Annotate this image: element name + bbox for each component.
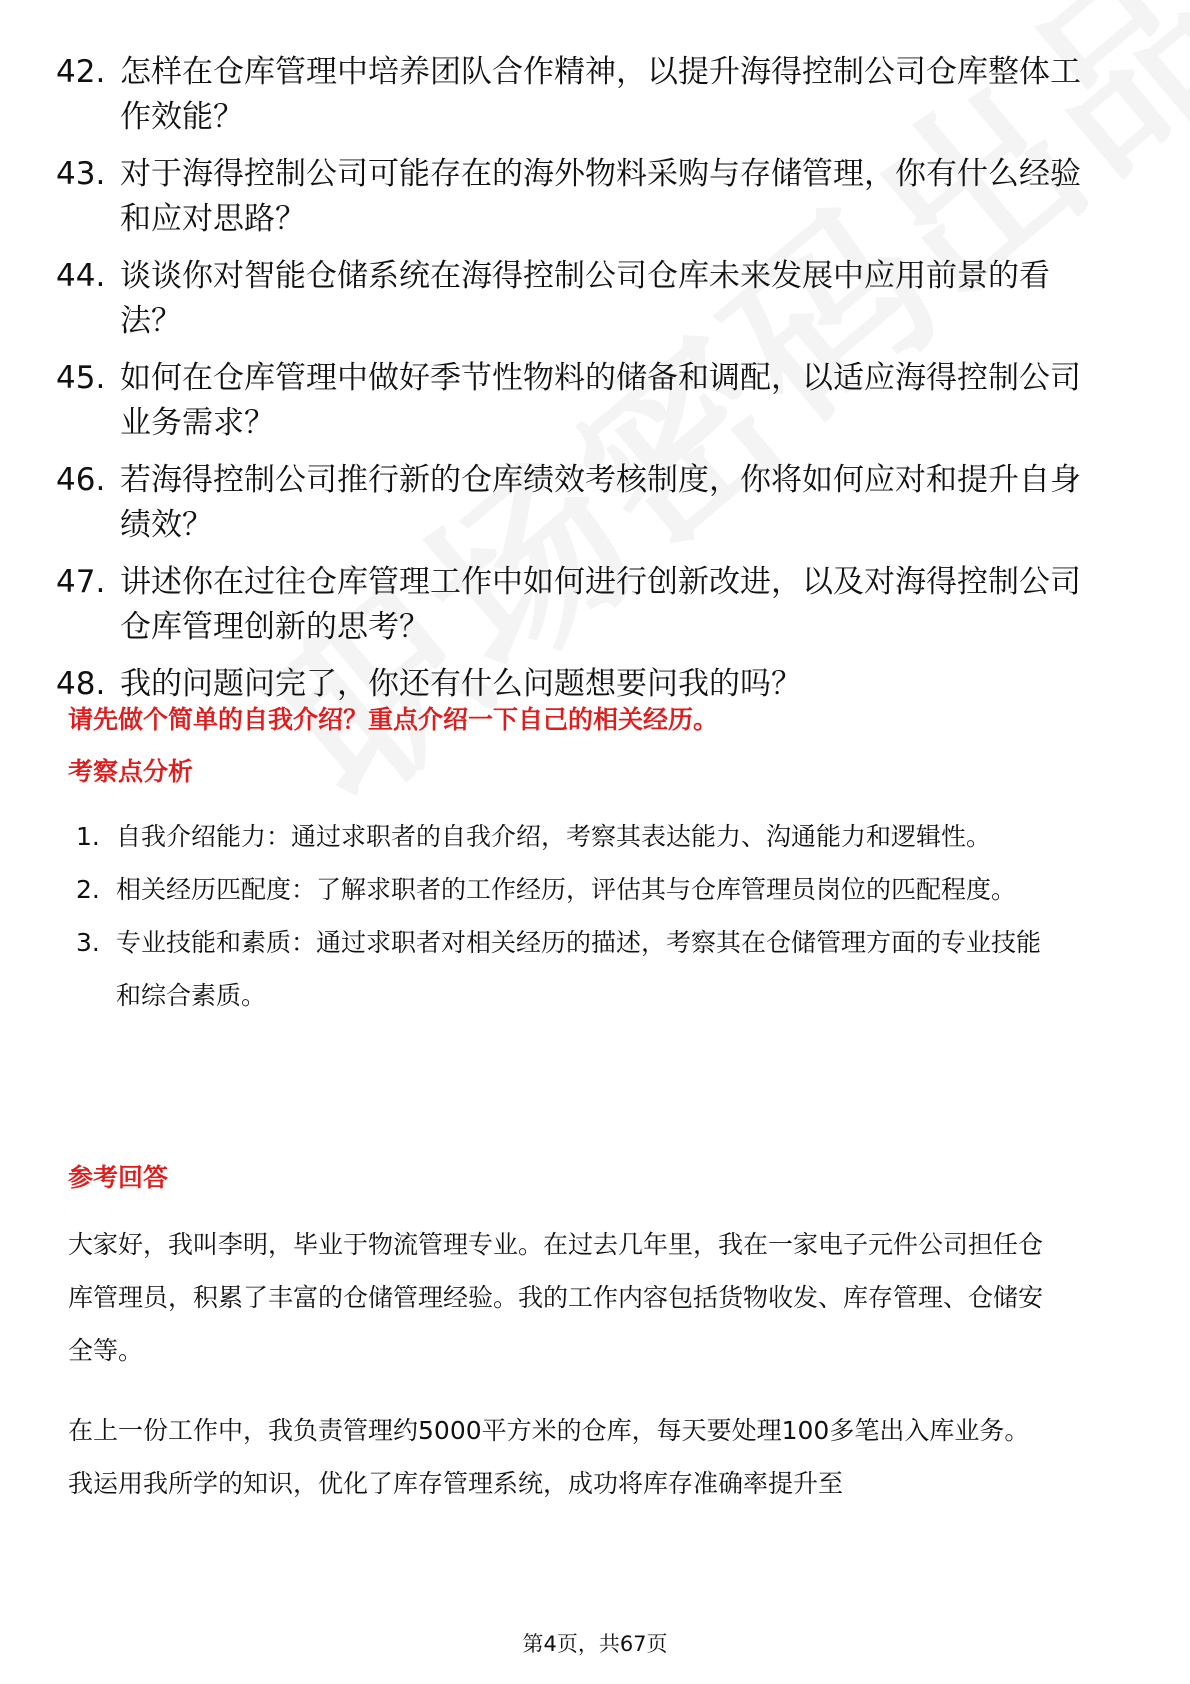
analysis-text: 相关经历匹配度：了解求职者的工作经历，评估其与仓库管理员岗位的匹配程度。 (116, 875, 1017, 904)
analysis-text: 自我介绍能力：通过求职者的自我介绍，考察其表达能力、沟通能力和逻辑性。 (116, 822, 992, 851)
question-number: 45. (56, 360, 106, 396)
question-text: 讲述你在过往仓库管理工作中如何进行创新改进，以及对海得控制公司仓库管理创新的思考？ (120, 564, 1081, 645)
analysis-number: 3. (76, 928, 100, 957)
question-heading: 请先做个简单的自我介绍？重点介绍一下自己的相关经历。 (68, 705, 719, 734)
question-number: 42. (56, 54, 106, 90)
answer-paragraph: 在上一份工作中，我负责管理约5000平方米的仓库，每天要处理100多笔出入库业务。我运用我所学的知识，优化了库存管理系统，成功将库存准确率提升至 (68, 1416, 1030, 1498)
analysis-text: 专业技能和素质：通过求职者对相关经历的描述，考察其在仓储管理方面的专业技能和综合素质。 (116, 928, 1042, 1010)
question-list (56, 50, 1136, 719)
list-item (76, 863, 1056, 916)
list-item (76, 916, 1056, 1022)
question-text: 我的问题问完了，你还有什么问题想要问我的吗？ (120, 666, 802, 702)
list-item (56, 560, 1136, 650)
question-text: 若海得控制公司推行新的仓库绩效考核制度，你将如何应对和提升自身绩效？ (120, 462, 1081, 543)
question-number: 46. (56, 462, 106, 498)
list-item (56, 254, 1136, 344)
question-text: 谈谈你对智能仓储系统在海得控制公司仓库未来发展中应用前景的看法？ (120, 258, 1050, 339)
analysis-heading: 考察点分析 (68, 757, 194, 786)
list-item (56, 458, 1136, 548)
answer-heading: 参考回答 (68, 1163, 169, 1192)
list-item (56, 152, 1136, 242)
question-text: 如何在仓库管理中做好季节性物料的储备和调配，以适应海得控制公司业务需求？ (120, 360, 1081, 441)
answer-paragraph: 大家好，我叫李明，毕业于物流管理专业。在过去几年里，我在一家电子元件公司担任仓库管理员，积累了丰富的仓储管理经验。我的工作内容包括货物收发、库存管理、仓储安全等。 (68, 1230, 1044, 1365)
question-number: 47. (56, 564, 106, 600)
list-item (76, 810, 1056, 863)
analysis-list (76, 810, 1056, 1022)
question-text: 对于海得控制公司可能存在的海外物料采购与存储管理，你有什么经验和应对思路？ (120, 156, 1081, 237)
question-number: 44. (56, 258, 106, 294)
question-number: 48. (56, 666, 106, 702)
list-item (56, 356, 1136, 446)
question-number: 43. (56, 156, 106, 192)
analysis-number: 2. (76, 875, 100, 904)
page-number: 第4页，共67页 (522, 1632, 668, 1656)
question-text: 怎样在仓库管理中培养团队合作精神，以提升海得控制公司仓库整体工作效能？ (120, 54, 1081, 135)
analysis-number: 1. (76, 822, 100, 851)
list-item (56, 50, 1136, 140)
